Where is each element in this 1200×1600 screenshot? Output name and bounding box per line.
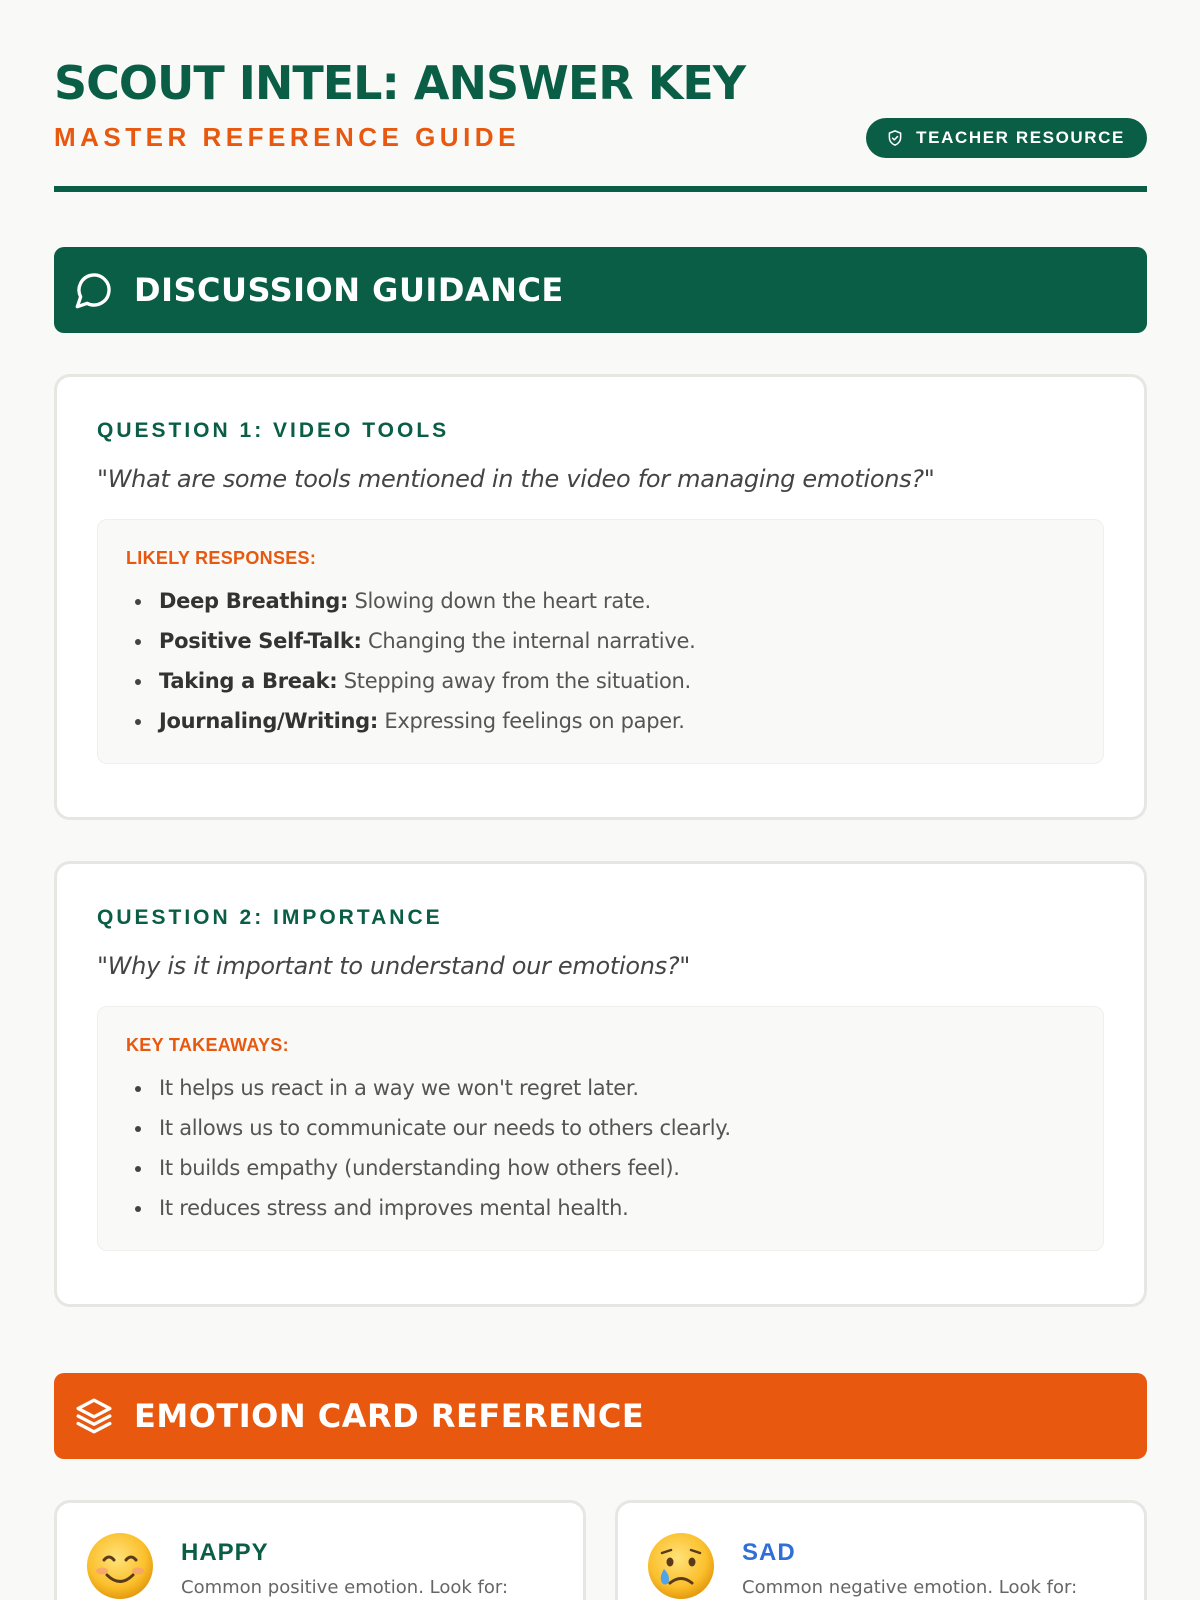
- section-title: DISCUSSION GUIDANCE: [134, 271, 564, 309]
- page-subtitle: MASTER REFERENCE GUIDE: [54, 122, 520, 152]
- question-text: "Why is it important to understand our emotions?": [97, 952, 690, 980]
- emotion-description: Common positive emotion. Look for:: [181, 1577, 509, 1598]
- emotion-description: Common negative emotion. Look for:: [742, 1577, 1078, 1598]
- response-desc: Expressing feelings on paper.: [377, 709, 685, 733]
- key-takeaways-box: [97, 1006, 1104, 1251]
- badge-label: TEACHER RESOURCE: [916, 128, 1125, 147]
- header-divider: [54, 186, 1147, 192]
- takeaway-text: It builds empathy (understanding how others feel).: [159, 1156, 680, 1180]
- teacher-resource-badge: [866, 118, 1147, 158]
- emotion-name: HAPPY: [181, 1539, 269, 1566]
- shield-icon: [886, 129, 904, 147]
- response-term: Journaling/Writing:: [159, 709, 378, 733]
- list-item: [126, 1148, 1075, 1188]
- emotion-card-sad: [615, 1500, 1147, 1600]
- response-term: Taking a Break:: [159, 669, 338, 693]
- emotion-card-happy: [54, 1500, 586, 1600]
- list-item: [126, 621, 1075, 661]
- takeaway-text: It allows us to communicate our needs to others clearly.: [159, 1116, 731, 1140]
- list-item: [126, 701, 1075, 741]
- question-card-1: [54, 374, 1147, 820]
- response-term: Positive Self-Talk:: [159, 629, 362, 653]
- question-label: QUESTION 1: VIDEO TOOLS: [97, 419, 450, 442]
- section-title: EMOTION CARD REFERENCE: [134, 1397, 645, 1435]
- chat-bubble-icon: [74, 270, 114, 310]
- layers-icon: [74, 1396, 114, 1436]
- emotion-card-reference-header: [54, 1373, 1147, 1459]
- list-item: [126, 1108, 1075, 1148]
- list-item: [126, 581, 1075, 621]
- response-desc: Changing the internal narrative.: [361, 629, 696, 653]
- page-title: SCOUT INTEL: ANSWER KEY: [54, 56, 746, 110]
- list-item: [126, 1068, 1075, 1108]
- likely-responses-box: [97, 519, 1104, 764]
- smiling-face-icon: [85, 1531, 155, 1600]
- question-card-2: [54, 861, 1147, 1307]
- list-item: [126, 1188, 1075, 1228]
- response-desc: Slowing down the heart rate.: [348, 589, 651, 613]
- takeaways-title: KEY TAKEAWAYS:: [126, 1035, 289, 1055]
- responses-title: LIKELY RESPONSES:: [126, 548, 317, 568]
- takeaway-text: It helps us react in a way we won't regret later.: [159, 1076, 639, 1100]
- question-label: QUESTION 2: IMPORTANCE: [97, 906, 443, 929]
- list-item: [126, 661, 1075, 701]
- response-term: Deep Breathing:: [159, 589, 349, 613]
- response-desc: Stepping away from the situation.: [337, 669, 691, 693]
- takeaways-list: [126, 1068, 1075, 1228]
- crying-face-icon: [646, 1531, 716, 1600]
- question-text: "What are some tools mentioned in the video for managing emotions?": [97, 465, 935, 493]
- responses-list: [126, 581, 1075, 741]
- emotion-name: SAD: [742, 1539, 796, 1566]
- discussion-guidance-header: [54, 247, 1147, 333]
- takeaway-text: It reduces stress and improves mental health.: [159, 1196, 629, 1220]
